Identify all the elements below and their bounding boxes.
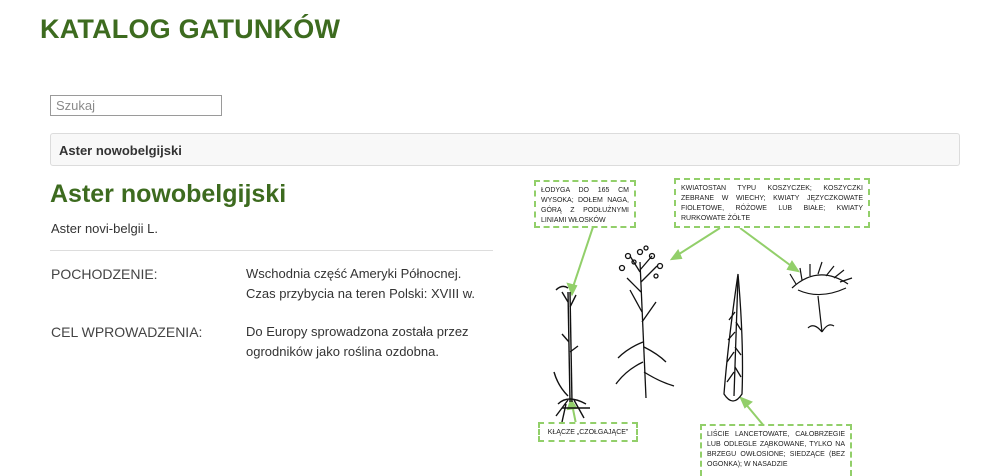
search-result-label: Aster nowobelgijski bbox=[59, 143, 182, 158]
origin-label: POCHODZENIE: bbox=[51, 266, 158, 282]
origin-value bbox=[246, 264, 506, 304]
plant-illustration bbox=[528, 172, 878, 476]
origin-line: Wschodnia część Ameryki Północnej. bbox=[246, 266, 462, 281]
lanceolate-leaf bbox=[724, 274, 743, 401]
species-title: Aster nowobelgijski bbox=[50, 180, 287, 208]
rhizome-plant bbox=[554, 286, 590, 422]
annotation-arrows bbox=[568, 224, 798, 426]
search-result-item[interactable] bbox=[50, 133, 960, 166]
page-title: KATALOG GATUNKÓW bbox=[40, 14, 341, 44]
divider bbox=[50, 250, 493, 251]
purpose-label: CEL WPROWADZENIA: bbox=[51, 324, 203, 340]
stem-note: ŁODYGA DO 165 CM WYSOKA; DOŁEM NAGA, GÓRĄ Z PODŁUŻNYMI LINIAMI WŁOSKÓW bbox=[534, 180, 636, 228]
leaves-note: LIŚCIE LANCETOWATE, CAŁOBRZEGIE LUB ODLEGLE ZĄBKOWANE, TYLKO NA BRZEGU OWŁOSIONE; SIEDZĄCE (BEZ OGONKA); W NASADZIE bbox=[700, 424, 852, 476]
flowering-stem bbox=[616, 246, 674, 398]
origin-line: Czas przybycia na teren Polski: XVIII w. bbox=[246, 286, 476, 301]
flowers-note: KWIATOSTAN TYPU KOSZYCZEK; KOSZYCZKI ZEBRANE W WIECHY; KWIATY JĘZYCZKOWATE FIOLETOWE, RÓŻOWE LUB BIAŁE; KWIATY RURKOWATE ŻÓŁTE bbox=[674, 178, 870, 228]
purpose-line: ogrodników jako roślina ozdobna. bbox=[246, 344, 439, 359]
search-input[interactable] bbox=[50, 95, 222, 116]
latin-name: Aster novi-belgii L. bbox=[51, 221, 158, 236]
purpose-line: Do Europy sprowadzona została przez bbox=[246, 324, 469, 339]
flower-head bbox=[790, 262, 852, 332]
rhizome-note: KŁĄCZE „CZOŁGAJĄCE” bbox=[538, 422, 638, 442]
purpose-value bbox=[246, 322, 506, 362]
